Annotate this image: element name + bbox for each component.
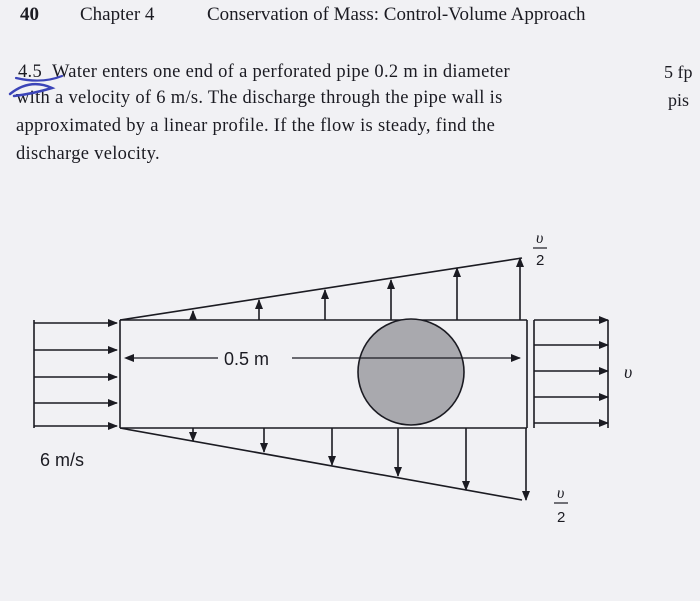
margin-text-2: pis — [668, 90, 690, 110]
chapter-label: Chapter 4 — [80, 4, 155, 25]
problem-line-3: approximated by a linear profile. If the flow is steady, find the — [16, 116, 496, 136]
length-label: 0.5 m — [224, 349, 270, 369]
top-fraction-denominator: 2 — [536, 252, 545, 269]
bottom-profile-line — [120, 428, 522, 500]
page-number: 40 — [20, 4, 39, 25]
dimension-arrowhead-left — [124, 354, 134, 362]
inlet-velocity-label: 6 m/s — [40, 450, 85, 470]
problem-number: 4.5 — [18, 62, 43, 82]
bottom-fraction-denominator: 2 — [557, 509, 566, 526]
problem-line-4: discharge velocity. — [16, 144, 160, 164]
pipe-cross-section-circle — [358, 319, 464, 425]
outlet-velocity-label: υ — [624, 362, 633, 382]
chapter-title: Conservation of Mass: Control-Volume Approach — [207, 4, 586, 25]
bottom-fraction-numerator: υ — [557, 485, 565, 502]
problem-text-1: Water enters one end of a perforated pipe 0.2 m in diameter — [52, 62, 510, 82]
problem-line-2: with a velocity of 6 m/s. The discharge through the pipe wall is — [16, 88, 503, 108]
margin-text-1: 5 fp — [664, 62, 693, 82]
top-profile-line — [120, 258, 522, 320]
top-fraction-numerator: υ — [536, 230, 544, 247]
